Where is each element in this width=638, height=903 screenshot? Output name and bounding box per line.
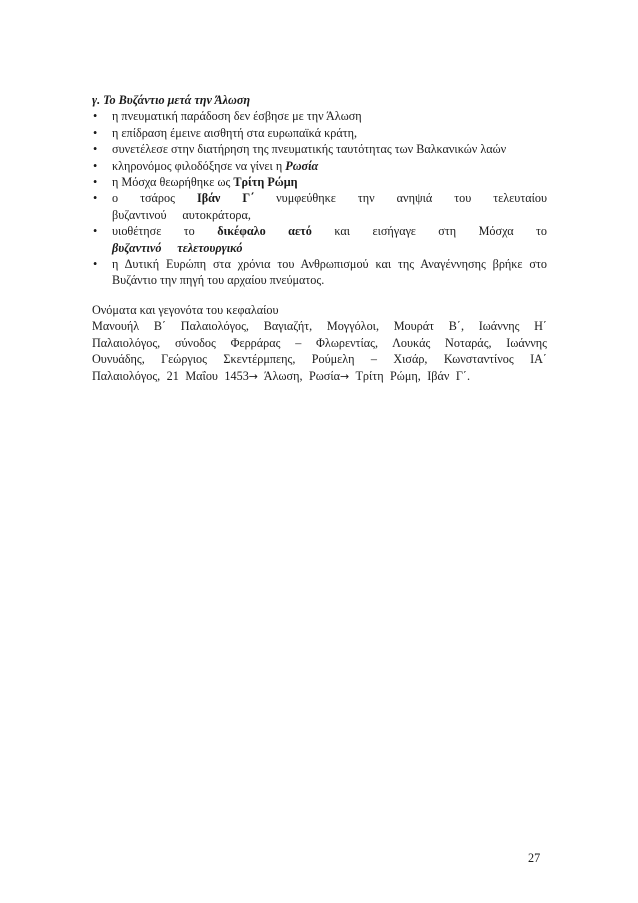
list-item: [92, 141, 547, 157]
names-body: [92, 318, 547, 385]
bullet-text: και εισήγαγε στη Μόσχα το: [334, 224, 548, 239]
list-item: [92, 174, 547, 190]
bullet-text: η επίδραση έμεινε αισθητή στα ευρωπαϊκά κράτη,: [112, 125, 358, 140]
list-item: [92, 108, 547, 124]
bold-term-third-rome: Τρίτη Ρώμη: [233, 175, 298, 190]
spacer: [92, 289, 547, 302]
names-text: Μανουήλ Β΄ Παλαιολόγος, Βαγιαζήτ, Μογγόλοι, Μουράτ Β΄, Ιωάννης Η΄ Παλαιολόγος, σύνοδος Φερράρας – Φλωρεντίας, Λουκάς Νοταράς, Ιωάννης Ουνυάδης, Γεώργιος Σκεντέρμπεης, Ρούμελη – Χισάρ, Κωνσταντίνος ΙΑ΄ Παλαιολόγος, 21 Μαΐου 1453: [92, 319, 547, 383]
list-item: [92, 256, 547, 289]
page-number: 27: [528, 851, 541, 865]
bold-term-byzantine-ceremonial: βυζαντινό τελετουργικό: [112, 240, 243, 255]
arrow-icon: →: [248, 369, 259, 383]
list-item: [92, 158, 547, 174]
section-heading: γ. Το Βυζάντιο μετά την Άλωση: [92, 93, 251, 107]
list-item: [92, 190, 547, 223]
bullet-text: νυμφεύθηκε την ανηψιά του τελευταίου βυζαντινού αυτοκράτορα,: [112, 191, 548, 222]
bold-term-russia: Ρωσία: [285, 158, 319, 173]
bullet-text: η Μόσχα θεωρήθηκε ως: [112, 175, 231, 190]
bold-term-double-eagle: δικέφαλο αετό: [217, 224, 312, 239]
names-text: Άλωση, Ρωσία: [258, 368, 341, 383]
bold-term-ivan: Ιβάν Γ΄: [196, 191, 255, 206]
bullet-text: κληρονόμος φιλοδόξησε να γίνει η: [112, 158, 283, 173]
arrow-icon: →: [340, 369, 350, 383]
bullet-text: η πνευματική παράδοση δεν έσβησε με την Άλωση: [112, 109, 362, 124]
bullet-text: η Δυτική Ευρώπη στα χρόνια του Ανθρωπισμού και της Αναγέννησης βρήκε στο Βυζάντιο την πηγή του αρχαίου πνεύματος.: [112, 257, 547, 288]
bullet-text: συνετέλεσε στην διατήρηση της πνευματικής ταυτότητας των Βαλκανικών λαών: [112, 142, 507, 157]
list-item: [92, 223, 547, 256]
list-item: [92, 125, 547, 141]
names-title: Ονόματα και γεγονότα του κεφαλαίου: [92, 302, 279, 317]
names-text: Τρίτη Ρώμη, Ιβάν Γ΄.: [349, 368, 471, 383]
page-content: [92, 92, 547, 385]
bullet-list: [92, 108, 547, 288]
bullet-text: ο τσάρος: [112, 191, 175, 206]
bullet-text: υιοθέτησε το: [112, 224, 195, 239]
